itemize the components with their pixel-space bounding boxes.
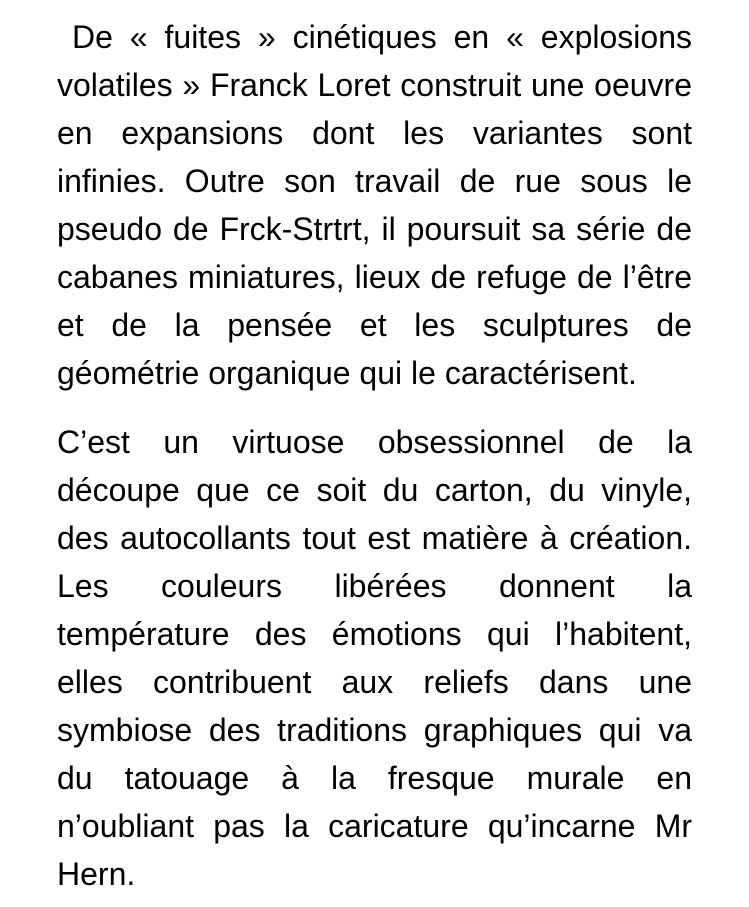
paragraph-2 [57, 418, 692, 898]
text-line: Les couleurs libérées donnent la [57, 568, 692, 604]
text-line: C’est un virtuose obsessionnel de la [57, 424, 692, 460]
text-line: Hern. [57, 856, 136, 892]
text-line: des autocollants tout est matière à création. [57, 520, 692, 556]
text-line: cabanes miniatures, lieux de refuge de l’être [57, 259, 692, 295]
text-line: volatiles » Franck Loret construit une oeuvre [57, 67, 692, 103]
text-line: pseudo de Frck-Strtrt, il poursuit sa série de [57, 211, 692, 247]
text-line: du tatouage à la fresque murale en [57, 760, 692, 796]
paragraph-1 [57, 13, 692, 397]
text-line: infinies. Outre son travail de rue sous le [57, 163, 692, 199]
text-line: en expansions dont les variantes sont [57, 115, 692, 151]
text-line: De « fuites » cinétiques en « explosions [72, 19, 692, 55]
text-line: symbiose des traditions graphiques qui va [57, 712, 692, 748]
text-line: température des émotions qui l’habitent, [57, 616, 692, 652]
text-line: et de la pensée et les sculptures de [57, 307, 692, 343]
text-line: géométrie organique qui le caractérisent. [57, 355, 637, 391]
text-line: n’oubliant pas la caricature qu’incarne Mr [57, 808, 692, 844]
text-line: découpe que ce soit du carton, du vinyle, [57, 472, 692, 508]
text-line: elles contribuent aux reliefs dans une [57, 664, 692, 700]
